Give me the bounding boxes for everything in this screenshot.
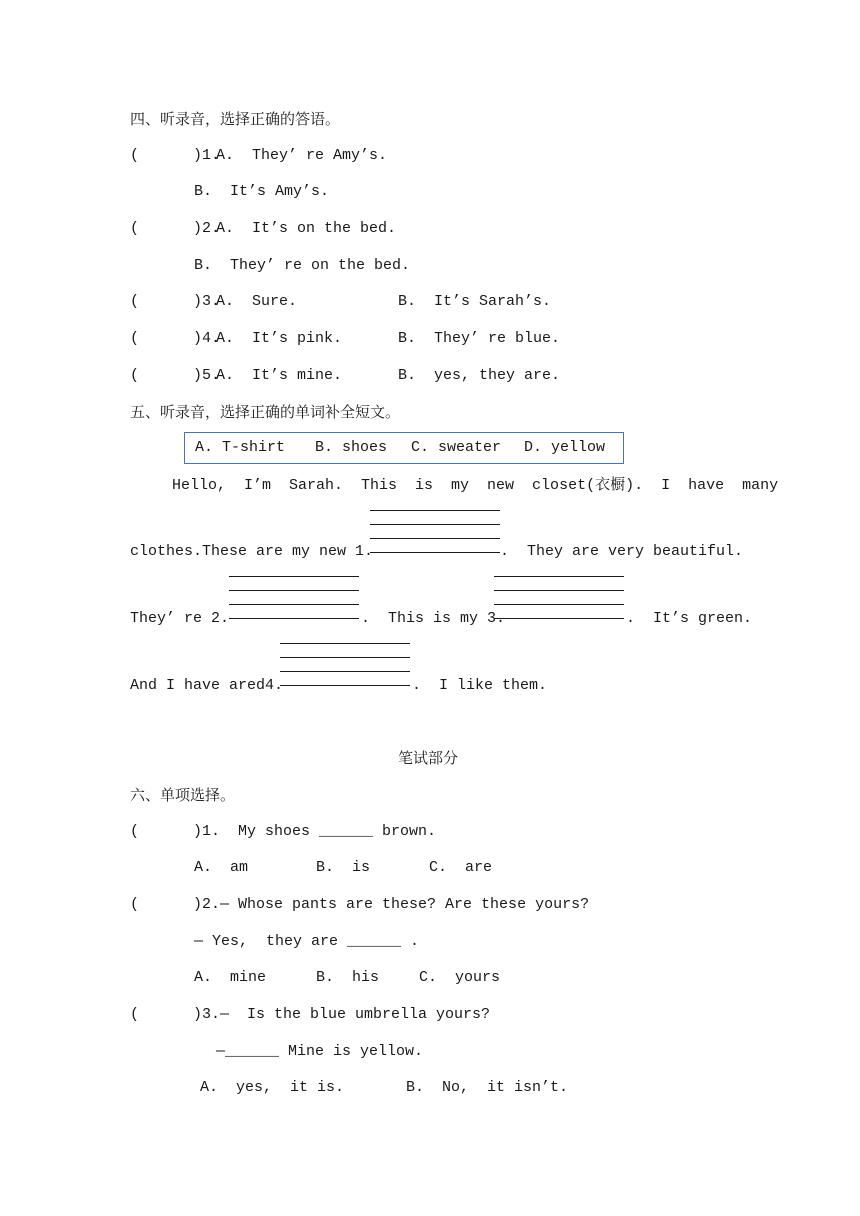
q3-option-b[interactable]: B. It’s Sarah’s.: [398, 293, 552, 310]
section5-title: 五、听录音，选择正确的单词补全短文。: [130, 403, 401, 421]
blank-2-lines[interactable]: [229, 576, 359, 624]
s6-q1-option-a[interactable]: A. am: [194, 859, 249, 876]
word-option-a: A. T-shirt: [195, 439, 286, 456]
q4-number: ( )4.: [130, 330, 221, 347]
blank-1-lines[interactable]: [370, 510, 500, 558]
passage-line-2-start: clothes.These are my new 1.: [130, 543, 374, 560]
written-part-title: 笔试部分: [398, 749, 459, 767]
passage-line-1: Hello, I’m Sarah. This is my new closet(衣橱). I have many: [172, 477, 779, 494]
section4-title: 四、听录音，选择正确的答语。: [130, 110, 341, 128]
q1-option-a[interactable]: A. They’ re Amy’s.: [216, 147, 388, 164]
passage-line-2-end: . They are very beautiful.: [500, 543, 744, 560]
section6-title: 六、单项选择。: [130, 786, 236, 804]
q5-number: ( )5.: [130, 367, 221, 384]
passage-line-4-end: . I like them.: [412, 677, 548, 694]
passage-line-3-mid: . This is my 3.: [361, 610, 506, 627]
q2-option-b[interactable]: B. They’ re on the bed.: [194, 257, 411, 274]
q2-option-a[interactable]: A. It’s on the bed.: [216, 220, 397, 237]
q2-number: ( )2.: [130, 220, 221, 237]
passage-line-3-start: They’ re 2.: [130, 610, 230, 627]
s6-q2-option-b[interactable]: B. his: [316, 969, 380, 986]
passage-line-3-end: . It’s green.: [626, 610, 753, 627]
passage-line-4-start: And I have ared4.: [130, 677, 284, 694]
s6-q2-reply: — Yes, they are ______ .: [194, 933, 420, 950]
q5-option-a[interactable]: A. It’s mine.: [216, 367, 343, 384]
q3-option-a[interactable]: A. Sure.: [216, 293, 298, 310]
s6-q3-option-b[interactable]: B. No, it isn’t.: [406, 1079, 569, 1096]
s6-q2-stem: ( )2.— Whose pants are these? Are these yours?: [130, 896, 590, 913]
word-bank-box: [184, 432, 624, 464]
word-option-d: D. yellow: [524, 439, 606, 456]
q3-number: ( )3.: [130, 293, 221, 310]
q4-option-a[interactable]: A. It’s pink.: [216, 330, 343, 347]
word-option-c: C. sweater: [411, 439, 502, 456]
s6-q2-option-c[interactable]: C. yours: [419, 969, 501, 986]
q1-option-b[interactable]: B. It’s Amy’s.: [194, 183, 330, 200]
s6-q3-reply: —______ Mine is yellow.: [216, 1043, 424, 1060]
s6-q1-stem: ( )1. My shoes ______ brown.: [130, 823, 437, 840]
q5-option-b[interactable]: B. yes, they are.: [398, 367, 561, 384]
s6-q2-option-a[interactable]: A. mine: [194, 969, 267, 986]
blank-3-lines[interactable]: [494, 576, 624, 624]
s6-q3-stem: ( )3.— Is the blue umbrella yours?: [130, 1006, 491, 1023]
s6-q3-option-a[interactable]: A. yes, it is.: [200, 1079, 345, 1096]
q1-number: ( )1.: [130, 147, 221, 164]
word-option-b: B. shoes: [315, 439, 388, 456]
s6-q1-option-c[interactable]: C. are: [429, 859, 493, 876]
blank-4-lines[interactable]: [280, 643, 410, 691]
s6-q1-option-b[interactable]: B. is: [316, 859, 371, 876]
q4-option-b[interactable]: B. They’ re blue.: [398, 330, 561, 347]
